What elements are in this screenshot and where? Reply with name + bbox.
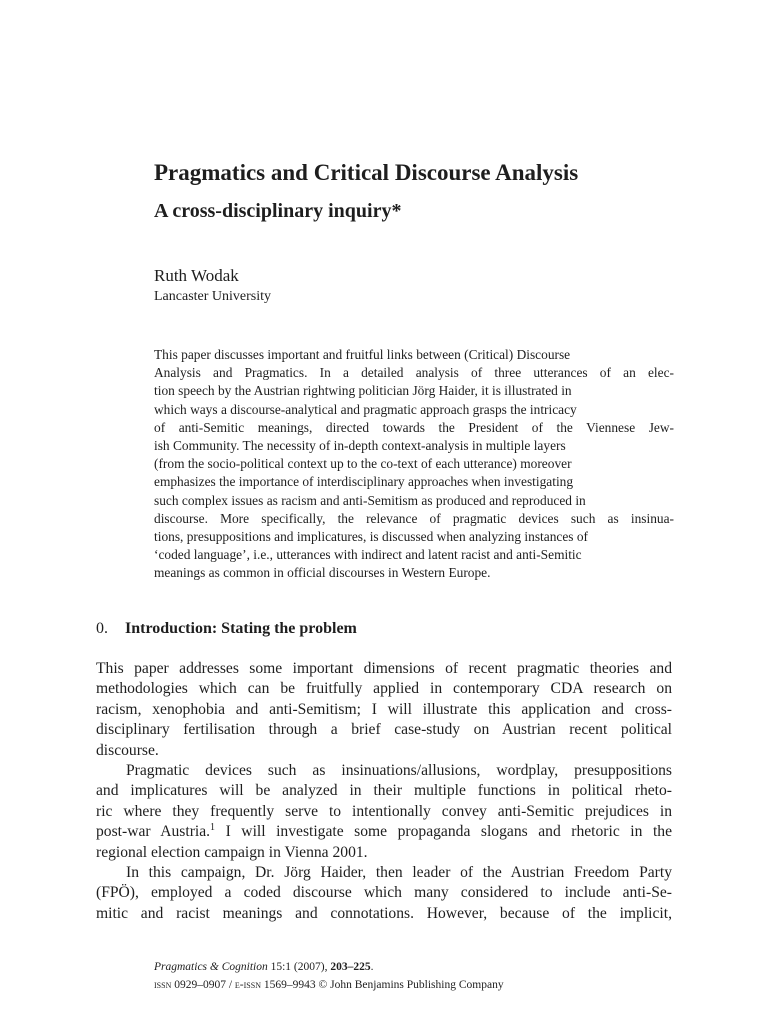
journal-name: Pragmatics & Cognition <box>154 961 268 973</box>
body-line: and implicatures will be analyzed in their multiple functions in political rheto- <box>96 782 672 800</box>
footnote-ref[interactable]: 1 <box>210 822 216 834</box>
issn-value: 0929–0907 / <box>171 979 235 991</box>
abstract-line: Analysis and Pragmatics. In a detailed analysis of three utterances of an elec- <box>154 365 674 381</box>
author-name: Ruth Wodak <box>154 266 239 285</box>
section-number: 0. <box>96 620 108 637</box>
page-range: 203–225 <box>330 961 371 973</box>
abstract <box>154 346 674 583</box>
abstract-line: such complex issues as racism and anti-Semitism as produced and reproduced in <box>154 492 586 508</box>
abstract-line: tions, presuppositions and implicatures, is discussed when analyzing instances of <box>154 529 589 545</box>
abstract-line: emphasizes the importance of interdisciplinary approaches when investigating <box>154 474 574 490</box>
body-line: In this campaign, Dr. Jörg Haider, then leader of the Austrian Freedom Party <box>126 864 672 882</box>
body-line: regional election campaign in Vienna 2001. <box>96 843 368 861</box>
eissn-label: e-issn <box>234 979 261 991</box>
abstract-line: ‘coded language’, i.e., utterances with indirect and latent racist and anti-Semitic <box>154 547 582 563</box>
body-line: ric where they frequently serve to intentionally convey anti-Semitic prejudices in <box>96 802 672 820</box>
body-line: This paper addresses some important dimensions of recent pragmatic theories and <box>96 660 672 677</box>
body-text-fragment: post-war Austria. <box>96 823 211 841</box>
abstract-line: meanings as common in official discourses in Western Europe. <box>154 565 491 581</box>
abstract-line: discourse. More specifically, the relevance of pragmatic devices such as insinua- <box>154 510 674 526</box>
eissn-value: 1569–9943 © John Benjamins Publishing Company <box>260 979 504 991</box>
section-heading <box>96 620 357 638</box>
body-line: Pragmatic devices such as insinuations/allusions, wordplay, presuppositions <box>126 762 672 780</box>
body-text-fragment: I will investigate some propaganda slogans and rhetoric in the <box>215 823 673 841</box>
citation-end: . <box>370 961 374 973</box>
body-line: methodologies which can be fruitfully applied in contemporary CDA research on <box>96 680 672 698</box>
issn-label: issn <box>154 979 172 991</box>
body-line: racism, xenophobia and anti-Semitism; I will illustrate this application and cross- <box>96 700 672 718</box>
abstract-line: ish Community. The necessity of in-depth context-analysis in multiple layers <box>154 438 566 454</box>
body-line: mitic and racist meanings and connotations. However, because of the implicit, <box>96 904 672 922</box>
body-text <box>96 659 672 924</box>
article-title: Pragmatics and Critical Discourse Analysis <box>154 160 579 185</box>
issn-line <box>154 976 504 994</box>
journal-volume: 15:1 (2007), <box>267 961 331 973</box>
abstract-line: tion speech by the Austrian rightwing politician Jörg Haider, it is illustrated in <box>154 383 572 399</box>
body-line: discourse. <box>96 741 159 759</box>
section-title: Introduction: Stating the problem <box>125 620 357 637</box>
citation-line <box>154 958 504 976</box>
body-line <box>96 822 672 842</box>
body-line: (FPÖ), employed a coded discourse which many considered to include anti-Se- <box>96 884 672 902</box>
page-footer <box>154 958 504 994</box>
author-affiliation: Lancaster University <box>154 289 272 304</box>
abstract-line: which ways a discourse-analytical and pragmatic approach grasps the intricacy <box>154 401 577 417</box>
abstract-line: of anti-Semitic meanings, directed towards the President of the Viennese Jew- <box>154 419 674 435</box>
abstract-line: (from the socio-political context up to the co-text of each utterance) moreover <box>154 456 572 472</box>
article-subtitle: A cross-disciplinary inquiry* <box>154 200 402 222</box>
abstract-line: This paper discusses important and fruitful links between (Critical) Discourse <box>154 347 571 362</box>
body-line: disciplinary fertilisation through a brief case-study on Austrian recent political <box>96 721 672 739</box>
